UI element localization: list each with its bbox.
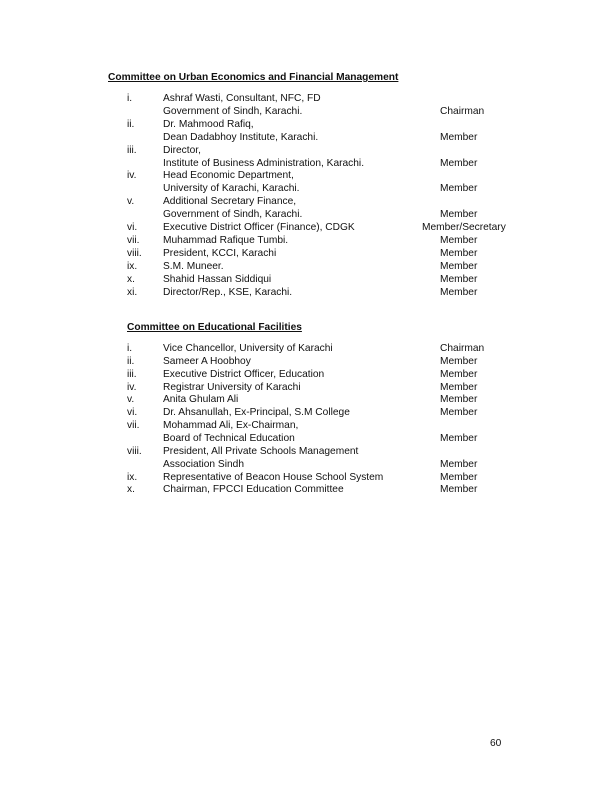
item-number: v. <box>127 394 135 406</box>
member-role: Member <box>440 183 478 195</box>
item-number: viii. <box>127 445 142 457</box>
table-row <box>0 406 612 419</box>
table-row <box>0 286 612 299</box>
item-number: ix. <box>127 471 138 483</box>
member-description: Muhammad Rafique Tumbi. <box>163 234 289 246</box>
member-description: Head Economic Department, <box>163 170 294 182</box>
table-row <box>0 483 612 496</box>
member-role: Member <box>440 432 478 444</box>
member-role: Member <box>440 234 478 246</box>
member-role: Member <box>440 381 478 393</box>
member-role: Member <box>440 260 478 272</box>
member-description: Chairman, FPCCI Education Committee <box>163 484 344 496</box>
table-row <box>0 195 612 208</box>
table-row <box>0 471 612 484</box>
item-number: iv. <box>127 381 137 393</box>
member-description: Executive District Officer, Education <box>163 368 325 380</box>
item-number: ix. <box>127 260 138 272</box>
item-number: ii. <box>127 355 135 367</box>
page-number: 60 <box>490 738 502 749</box>
member-role: Member <box>440 471 478 483</box>
table-row <box>0 144 612 157</box>
member-role: Member <box>440 484 478 496</box>
member-description: S.M. Muneer. <box>163 260 224 272</box>
table-row <box>0 381 612 394</box>
member-description: Government of Sindh, Karachi. <box>163 105 303 117</box>
member-description: Ashraf Wasti, Consultant, NFC, FD <box>163 93 321 104</box>
table-row <box>0 458 612 471</box>
member-role: Member <box>440 247 478 259</box>
member-description: Mohammad Ali, Ex-Chairman, <box>163 420 299 432</box>
table-row <box>0 105 612 118</box>
table-row <box>0 393 612 406</box>
member-description: Director/Rep., KSE, Karachi. <box>163 286 293 298</box>
table-row <box>0 260 612 273</box>
member-description: Director, <box>163 144 201 156</box>
table-row <box>0 368 612 381</box>
member-role: Member/Secretary <box>422 222 506 233</box>
member-description: Dr. Mahmood Rafiq, <box>163 118 254 130</box>
member-role: Chairman <box>440 105 485 117</box>
member-description: Registrar University of Karachi <box>163 381 301 393</box>
item-number: ii. <box>127 118 135 130</box>
table-row <box>0 169 612 182</box>
table-row <box>0 157 612 170</box>
section-heading: Committee on Urban Economics and Financial Management <box>108 72 399 83</box>
table-row <box>0 342 612 355</box>
table-row <box>0 273 612 286</box>
member-description: Sameer A Hoobhoy <box>163 355 251 367</box>
item-number: xi. <box>127 286 138 298</box>
item-number: i. <box>127 93 133 104</box>
member-role: Member <box>440 209 478 221</box>
table-row <box>0 234 612 247</box>
table-row <box>0 355 612 368</box>
table-row <box>0 419 612 432</box>
member-description: Government of Sindh, Karachi. <box>163 209 303 221</box>
item-number: iii. <box>127 368 137 380</box>
table-row <box>0 92 612 105</box>
item-number: viii. <box>127 247 142 259</box>
table-row <box>0 445 612 458</box>
member-description: Vice Chancellor, University of Karachi <box>163 343 333 354</box>
member-role: Member <box>440 273 478 285</box>
member-description: President, KCCI, Karachi <box>163 247 277 259</box>
member-description: Anita Ghulam Ali <box>163 394 239 406</box>
member-description: Executive District Officer (Finance), CDGK <box>163 222 355 233</box>
member-role: Member <box>440 458 478 470</box>
table-row <box>0 208 612 221</box>
member-description: Additional Secretary Finance, <box>163 196 297 208</box>
member-description: Association Sindh <box>163 458 244 470</box>
section-heading: Committee on Educational Facilities <box>127 322 302 333</box>
table-row <box>0 221 612 234</box>
item-number: vi. <box>127 407 138 419</box>
item-number: x. <box>127 484 135 496</box>
item-number: i. <box>127 343 133 354</box>
member-description: University of Karachi, Karachi. <box>163 183 300 195</box>
item-number: iii. <box>127 144 137 156</box>
table-row <box>0 118 612 131</box>
item-number: vi. <box>127 222 138 233</box>
member-description: Dean Dadabhoy Institute, Karachi. <box>163 131 319 143</box>
member-description: Representative of Beacon House School System <box>163 471 384 483</box>
member-description: Shahid Hassan Siddiqui <box>163 273 272 285</box>
item-number: vii. <box>127 234 140 246</box>
member-description: Dr. Ahsanullah, Ex-Principal, S.M College <box>163 407 350 419</box>
member-description: Board of Technical Education <box>163 432 295 444</box>
item-number: v. <box>127 196 135 208</box>
item-number: vii. <box>127 420 140 432</box>
item-number: x. <box>127 273 135 285</box>
table-row <box>0 131 612 144</box>
member-role: Chairman <box>440 343 485 354</box>
member-role: Member <box>440 131 478 143</box>
member-role: Member <box>440 286 478 298</box>
table-row <box>0 182 612 195</box>
member-role: Member <box>440 157 478 169</box>
member-description: President, All Private Schools Management <box>163 445 359 457</box>
table-row <box>0 432 612 445</box>
member-description: Institute of Business Administration, Karachi. <box>163 157 365 169</box>
member-role: Member <box>440 394 478 406</box>
item-number: iv. <box>127 170 137 182</box>
member-role: Member <box>440 355 478 367</box>
member-role: Member <box>440 407 478 419</box>
table-row <box>0 247 612 260</box>
member-role: Member <box>440 368 478 380</box>
